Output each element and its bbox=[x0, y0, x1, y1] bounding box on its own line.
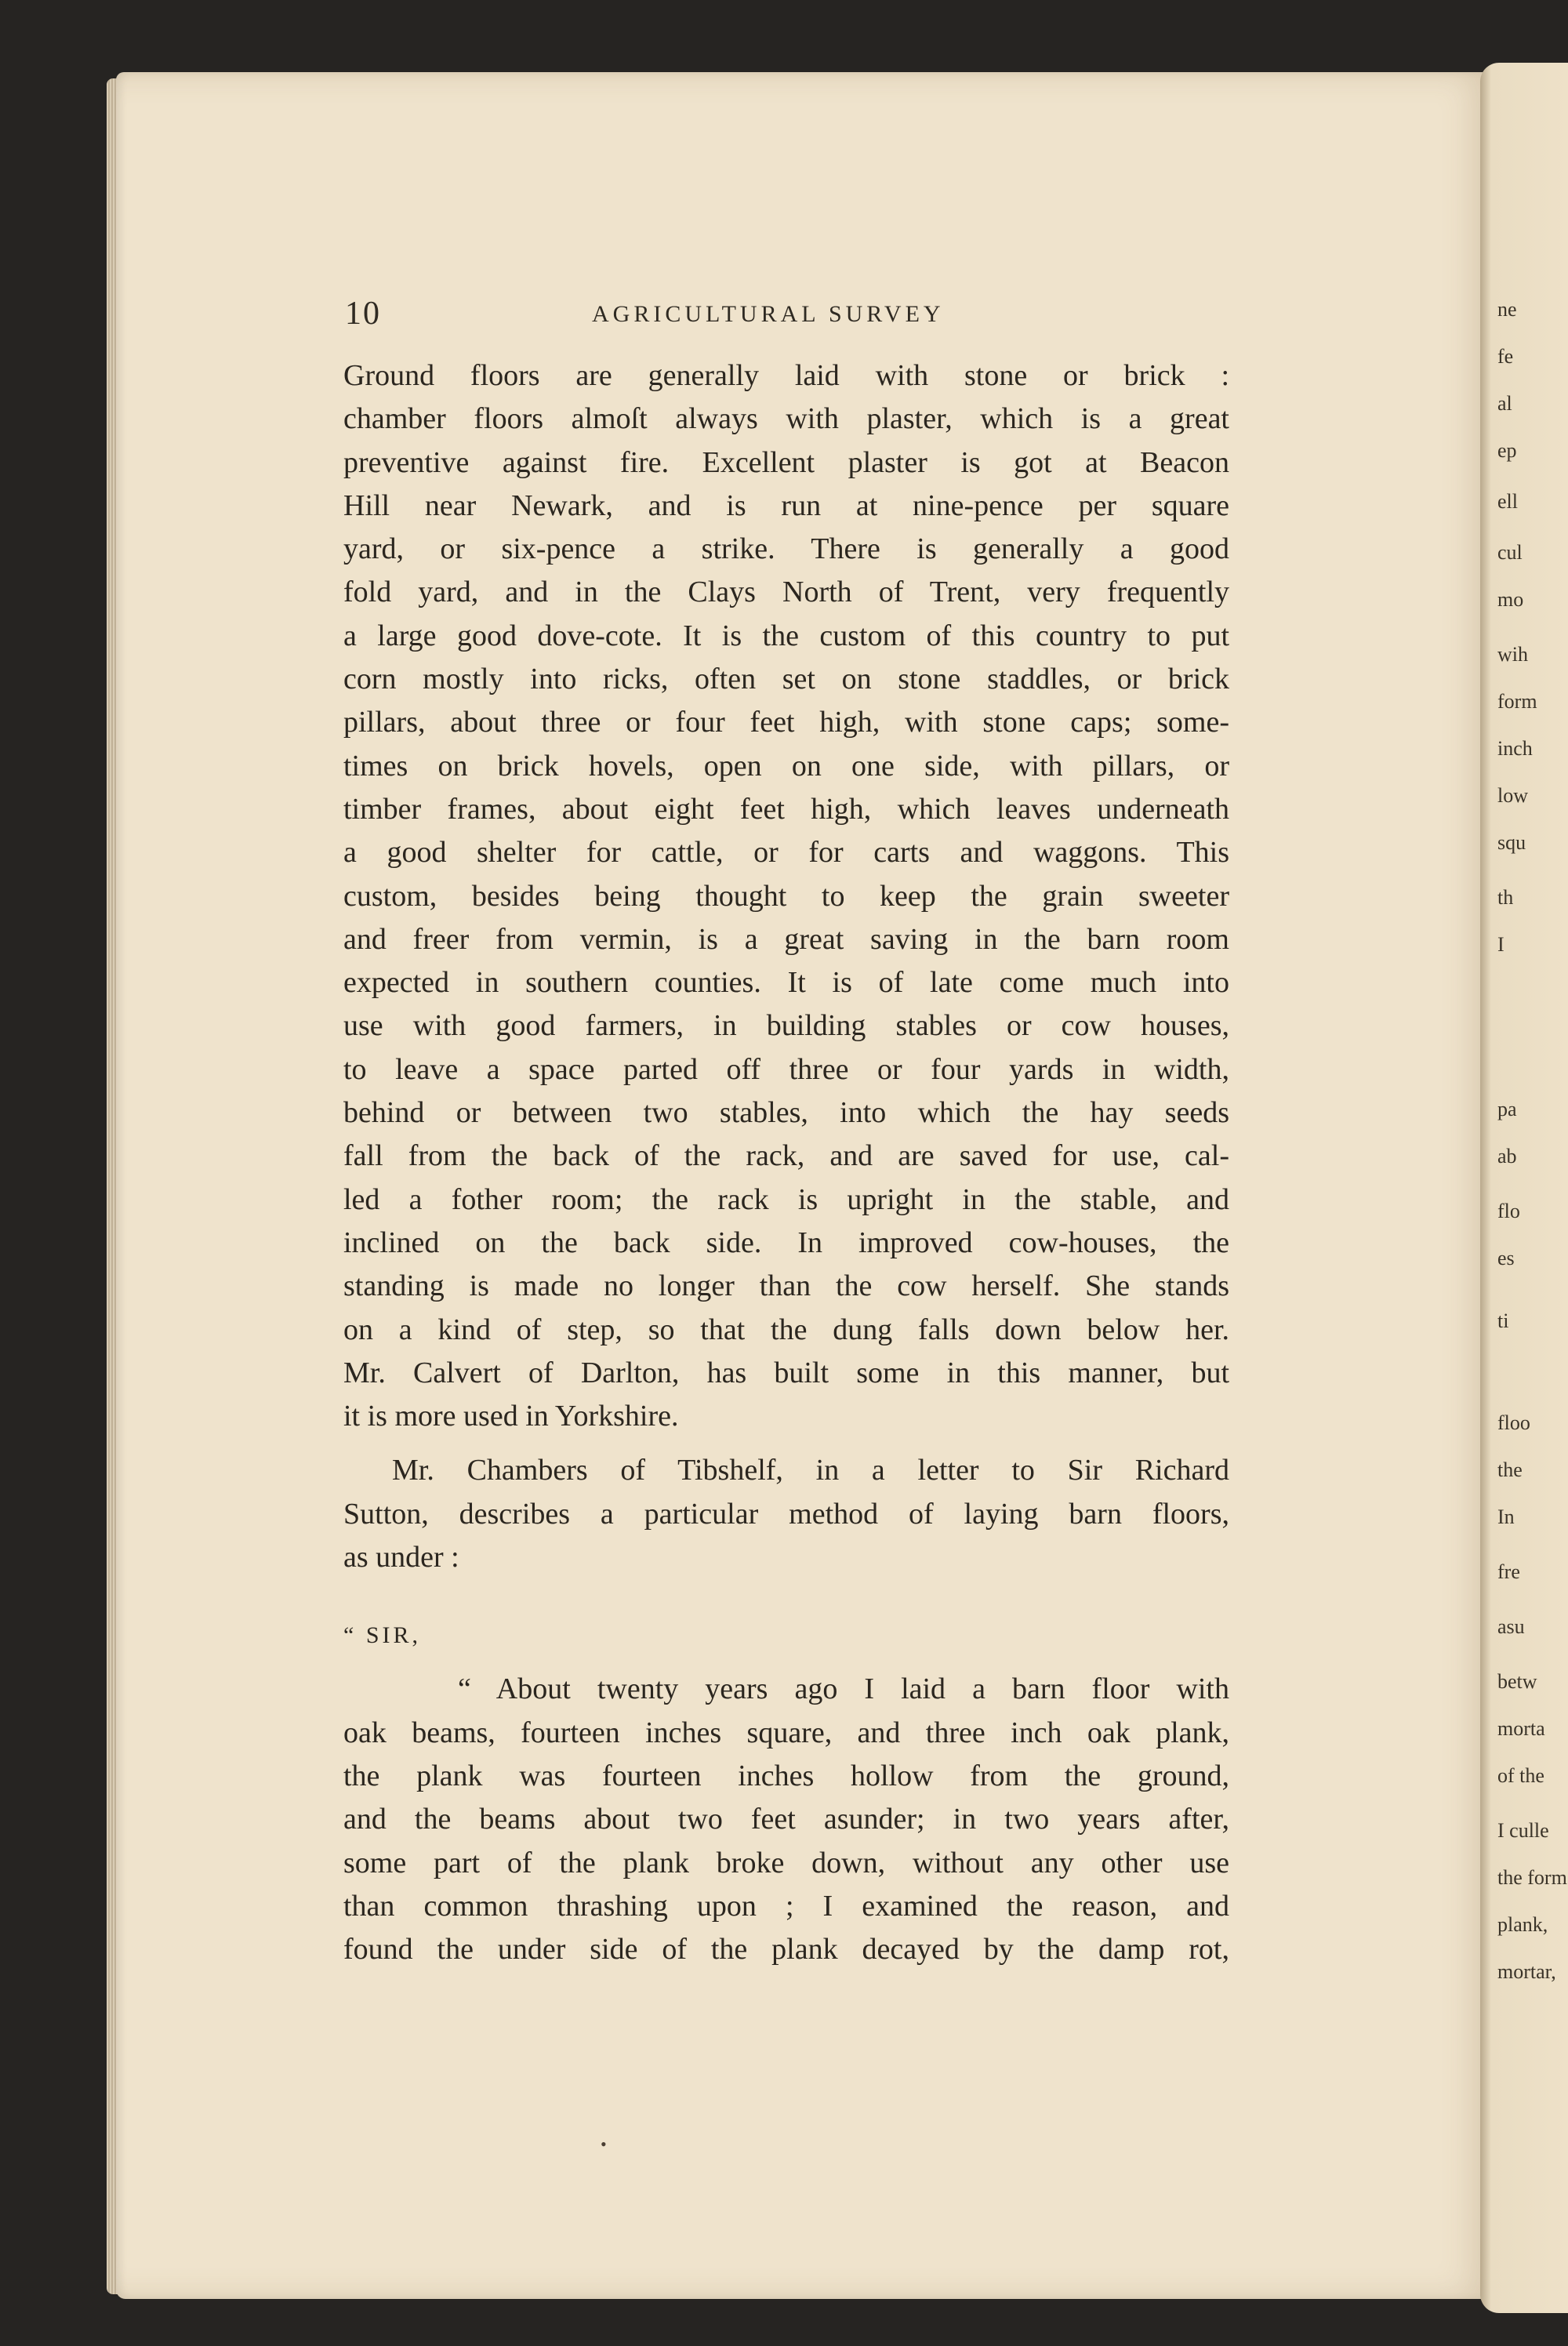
text-line: led a fother room; the rack is upright in the stable, and bbox=[343, 1182, 1229, 1216]
text-line: use with good farmers, in building stables or cow houses, bbox=[343, 1009, 1229, 1043]
text-line: it is more used in Yorkshire. bbox=[343, 1400, 679, 1433]
text-line: preventive against fire. Excellent plaster is got at Beacon bbox=[343, 445, 1229, 479]
text-line: yard, or six-pence a strike. There is generally a good bbox=[343, 532, 1229, 566]
text-line: and the beams about two feet asunder; in two years after, bbox=[343, 1803, 1229, 1836]
text-line: Hill near Newark, and is run at nine-pence per square bbox=[343, 488, 1229, 522]
text-line: “ About twenty years ago I laid a barn floor with bbox=[458, 1672, 1229, 1706]
text-line: fall from the back of the rack, and are saved for use, cal- bbox=[343, 1139, 1229, 1173]
ornament-mark: • bbox=[601, 2134, 607, 2154]
text-line: inclined on the back side. In improved cow-houses, the bbox=[343, 1226, 1229, 1259]
next-page-fragment: floo bbox=[1497, 1411, 1530, 1434]
text-line: a good shelter for cattle, or for carts and waggons. This bbox=[343, 836, 1229, 870]
next-page-fragment: pa bbox=[1497, 1098, 1517, 1120]
next-page-fragment: inch bbox=[1497, 737, 1533, 760]
text-line: expected in southern counties. It is of late come much into bbox=[343, 966, 1229, 1000]
text-line: to leave a space parted off three or four yards in width, bbox=[343, 1052, 1229, 1086]
next-page-fragment: ti bbox=[1497, 1309, 1509, 1332]
text-line: Ground floors are generally laid with stone or brick : bbox=[343, 359, 1229, 392]
text-line: chamber floors almoſt always with plaster, which is a great bbox=[343, 402, 1229, 436]
next-page-fragment: ab bbox=[1497, 1145, 1517, 1168]
text-line: a large good dove-cote. It is the custom of this country to put bbox=[343, 619, 1229, 652]
letter-salutation: “ SIR, bbox=[343, 1622, 421, 1649]
text-line: than common thrashing upon ; I examined the reason, and bbox=[343, 1889, 1229, 1923]
paragraph-2 bbox=[343, 1449, 1229, 1579]
paragraph-1 bbox=[343, 354, 1229, 1438]
next-page-fragment: plank, bbox=[1497, 1913, 1548, 1936]
text-line: on a kind of step, so that the dung falls down below her. bbox=[343, 1313, 1229, 1346]
next-page-fragment: cul bbox=[1497, 541, 1523, 564]
next-page-fragment: es bbox=[1497, 1247, 1515, 1269]
next-page-fragment: ell bbox=[1497, 490, 1518, 513]
next-page-fragment: mo bbox=[1497, 588, 1524, 611]
next-page-fragment: al bbox=[1497, 392, 1512, 415]
text-line: and freer from vermin, is a great saving in the barn room bbox=[343, 922, 1229, 956]
next-page-fragment: the bbox=[1497, 1458, 1523, 1481]
next-page-fragment: ep bbox=[1497, 439, 1517, 462]
next-page-fragment: flo bbox=[1497, 1200, 1520, 1222]
next-page-fragment: form bbox=[1497, 690, 1537, 713]
text-line: some part of the plank broke down, without any other use bbox=[343, 1846, 1229, 1879]
text-line: pillars, about three or four feet high, with stone caps; some- bbox=[343, 706, 1229, 739]
next-page-fragment: th bbox=[1497, 886, 1514, 909]
next-page-fragment: of the bbox=[1497, 1764, 1544, 1787]
text-line: behind or between two stables, into which the hay seeds bbox=[343, 1096, 1229, 1130]
next-page-fragment: mortar, bbox=[1497, 1960, 1556, 1983]
next-page-fragment: betw bbox=[1497, 1670, 1537, 1693]
next-page-fragment: I culle bbox=[1497, 1819, 1549, 1842]
next-page-fragment: morta bbox=[1497, 1717, 1545, 1740]
next-page-fragment: the form bbox=[1497, 1866, 1567, 1889]
next-page-fragment: asu bbox=[1497, 1615, 1525, 1638]
letter-body bbox=[343, 1668, 1229, 1971]
text-line: Mr. Calvert of Darlton, has built some in this manner, but bbox=[343, 1356, 1229, 1389]
page-header bbox=[345, 295, 1231, 342]
next-page-fragment: wih bbox=[1497, 643, 1528, 666]
text-line: Mr. Chambers of Tibshelf, in a letter to Sir Richard bbox=[392, 1454, 1229, 1487]
text-line: fold yard, and in the Clays North of Trent, very frequently bbox=[343, 576, 1229, 609]
text-line: corn mostly into ricks, often set on stone staddles, or brick bbox=[343, 663, 1229, 696]
next-page-edge bbox=[1480, 63, 1568, 2313]
next-page-fragment: squ bbox=[1497, 831, 1526, 854]
next-page-fragment: low bbox=[1497, 784, 1528, 807]
body-text bbox=[343, 354, 1229, 1971]
text-line: the plank was fourteen inches hollow from the ground, bbox=[343, 1759, 1229, 1792]
next-page-fragment: fre bbox=[1497, 1560, 1520, 1583]
next-page-fragment: fe bbox=[1497, 345, 1514, 368]
text-line: found the under side of the plank decayed by the damp rot, bbox=[343, 1933, 1229, 1966]
running-head: AGRICULTURAL SURVEY bbox=[592, 301, 945, 327]
text-line: Sutton, describes a particular method of laying barn floors, bbox=[343, 1497, 1229, 1531]
text-line: custom, besides being thought to keep the grain sweeter bbox=[343, 879, 1229, 913]
next-page-fragment: ne bbox=[1497, 298, 1517, 321]
text-line: times on brick hovels, open on one side, with pillars, or bbox=[343, 749, 1229, 783]
page-number: 10 bbox=[345, 296, 381, 332]
text-line: timber frames, about eight feet high, which leaves underneath bbox=[343, 792, 1229, 826]
next-page-fragment: I bbox=[1497, 933, 1504, 956]
text-line: oak beams, fourteen inches square, and three inch oak plank, bbox=[343, 1716, 1229, 1749]
next-page-fragment: In bbox=[1497, 1505, 1515, 1528]
text-line: as under : bbox=[343, 1541, 459, 1574]
text-line: standing is made no longer than the cow herself. She stands bbox=[343, 1269, 1229, 1303]
